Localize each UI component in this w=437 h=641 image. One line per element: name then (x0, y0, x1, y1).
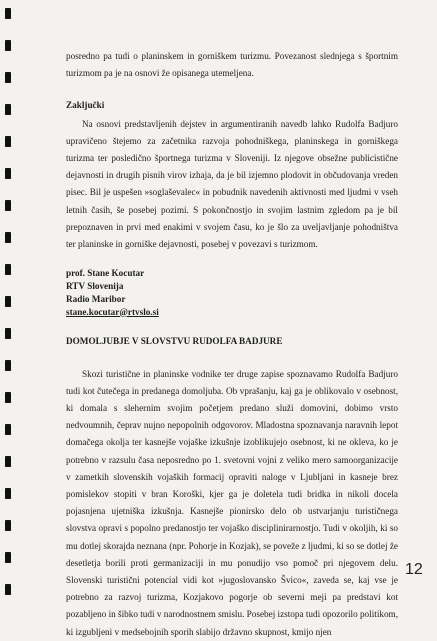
author-org: RTV Slovenija (66, 281, 124, 292)
author-email[interactable]: stane.kocutar@rtvslo.si (66, 306, 159, 317)
binder-hole (5, 520, 11, 531)
binder-hole (5, 232, 11, 243)
binder-hole (5, 296, 11, 307)
binder-hole (5, 264, 11, 275)
binder-hole (5, 72, 11, 83)
binder-hole (5, 8, 11, 19)
binder-hole (5, 392, 11, 403)
binder-hole (5, 200, 11, 211)
binder-hole (5, 360, 11, 371)
binder-hole (5, 424, 11, 435)
author-org-unit: Radio Maribor (66, 293, 126, 304)
binder-hole (5, 552, 11, 563)
document-page (66, 48, 398, 641)
binder-hole (5, 136, 11, 147)
binder-hole (5, 328, 11, 339)
binder-hole (5, 40, 11, 51)
binder-hole (5, 456, 11, 467)
intro-paragraph: posredno pa tudi o planinskem in gorniškem turizmu. Povezanost slednjega s športnim turizmom pa je na osnovi že opisanega utemeljena. (66, 51, 398, 79)
author-signature (66, 267, 398, 318)
conclusions-paragraph: Na osnovi predstavljenih dejstev in argumentiranih navedb lahko Rudolfa Badjuro upravičeno štejemo za začetnika razvoja pohodniškega, planinskega in gorniškega turizma ter posledično športnega turizma v Sloveniji. Iz njegove obsežne publicistične dejavnosti in drugih pisnih virov izhaja, da je bil izjemno plodovit in občudovanja vreden pisec. Bil je uspešen »soglaševalec« in pobudnik navedenih aktivnosti med ljudmi v vseh letnih časih, še posebej pozimi. S pokončnostjo in svojim lastnim zgledom pa je bil prepoznaven in prvi med enakimi v svojem času, ko je šlo za uveljavljanje pohodništva ter planinske in gorniške dejavnosti, posebej v povezavi s turizmom. (66, 118, 398, 250)
conclusions-heading: Zaključki (66, 100, 105, 111)
binder-hole (5, 584, 11, 595)
binder-hole (5, 104, 11, 115)
binder-hole (5, 488, 11, 499)
section-title: DOMOLJUBJE V SLOVSTVU RUDOLFA BADJURE (66, 336, 283, 347)
section-paragraph: Skozi turistične in planinske vodnike ter druge zapise spoznavamo Rudolfa Badjuro tudi kot čutečega in predanega domoljuba. Ob vprašanju, kaj ga je oblikovalo v osebnost, ki domala s slehernim svojim početjem predano služi domovini, dobimo vrsto nedvoumnih, čeprav nujno nepopolnih odgovorov. Mladostna spoznavanja naravnih lepot domačega okolja ter kasnejše vojaške izkušnje izoblikujejo osebnost, ki ne okleva, ko je potrebno v razsulu časa neposredno po 1. svetovni vojni z veliko mero samoorganizacije v zametkih slovenskih vojaških formacij opraviti naloge v Ljubljani in kasneje brez pomislekov stopiti v bran Koroški, kjer ga je doletela tudi bridka in nikoli docela pojasnjena ujetniška izkušnja. Kasnejše pionirsko delo ob ustvarjanju turističnega slovstva opravi s popolno predanostjo ter vojaško disciplinirarnostjo. Tudi v okoljih, ki so mu dotlej skorajda neznana (npr. Pohorje in Kozjak), se poveže z ljudmi, ki so se dotlej že desetletja borili proti germanizaciji in mu ponudijo vso pomoč pri njegovem delu. Slovenski turistični potencial vidi kot »jugoslovansko Švico«, zaveda se, kaj vse je potrebno za razvoj turizma, Kozjakovo pogorje ob severni meji pa predstavi kot pozabljeno in šibko tudi v narodnostnem smislu. Posebej izstopa tudi opozorilo politikom, ki izgubljeni v medsebojnih sporih slabijo državno skupnost, kmijo njen (66, 368, 398, 637)
binder-holes (0, 0, 16, 600)
author-name: prof. Stane Kocutar (66, 268, 145, 279)
binder-hole (5, 168, 11, 179)
page-number: 12 (405, 561, 423, 578)
